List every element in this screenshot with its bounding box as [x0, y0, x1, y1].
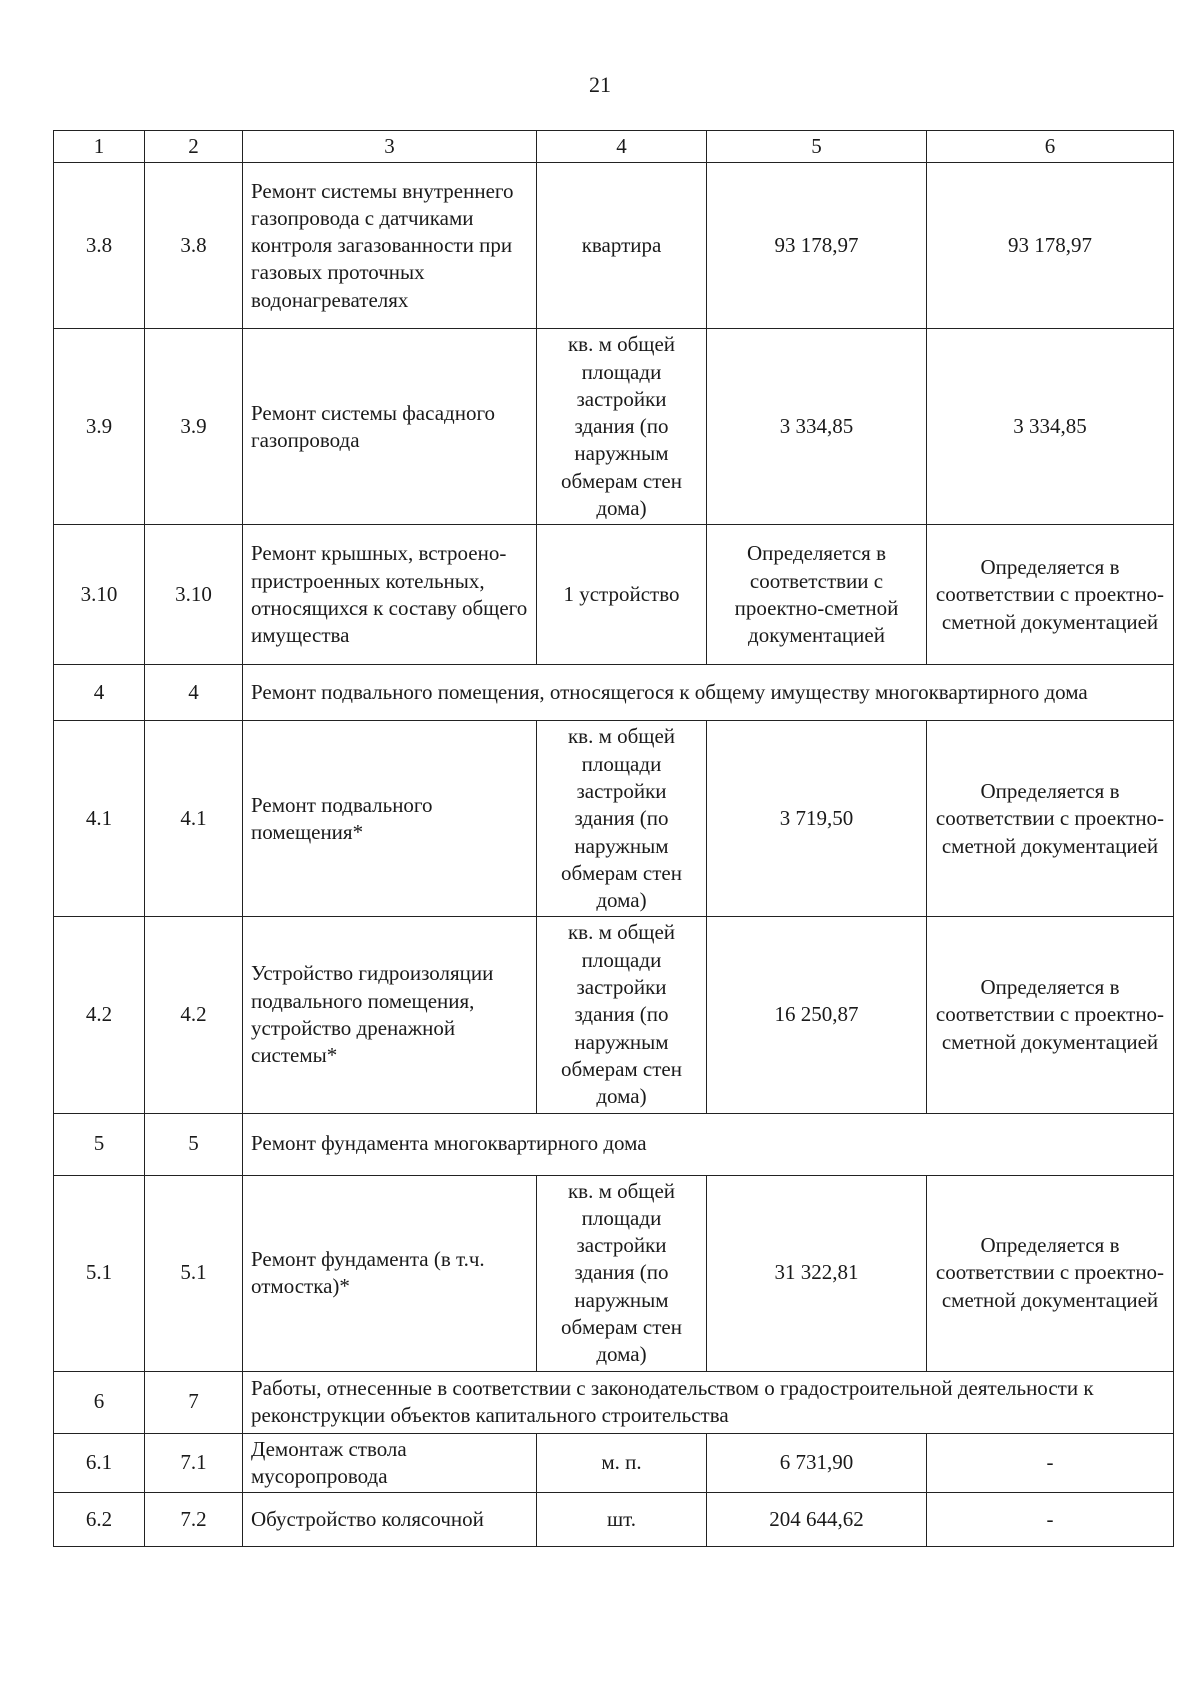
header-cell: 4 — [537, 131, 707, 163]
unit-cell: кв. м общей площади застройки здания (по наружным обмерам стен дома) — [537, 1175, 707, 1371]
row-code-cell: 5.1 — [145, 1175, 243, 1371]
row-code-cell: 4.2 — [145, 917, 243, 1113]
header-cell: 1 — [54, 131, 145, 163]
row-number-cell: 6 — [54, 1371, 145, 1433]
max-cost-cell: 3 334,85 — [927, 329, 1174, 525]
unit-cell: м. п. — [537, 1433, 707, 1493]
row-number-cell: 5.1 — [54, 1175, 145, 1371]
cost-cell: 3 334,85 — [707, 329, 927, 525]
works-cost-table — [53, 130, 1174, 1547]
unit-cell: 1 устройство — [537, 525, 707, 665]
row-code-cell: 3.8 — [145, 163, 243, 329]
work-name-cell: Ремонт системы фасадного газопровода — [243, 329, 537, 525]
row-code-cell: 7 — [145, 1371, 243, 1433]
max-cost-cell: 93 178,97 — [927, 163, 1174, 329]
table-row — [54, 1433, 1174, 1493]
max-cost-cell: Определяется в соответствии с проектно-сметной документацией — [927, 1175, 1174, 1371]
work-name-cell: Устройство гидроизоляции подвального помещения, устройство дренажной системы* — [243, 917, 537, 1113]
table-row — [54, 329, 1174, 525]
unit-cell: шт. — [537, 1493, 707, 1547]
cost-cell: 3 719,50 — [707, 721, 927, 917]
section-row — [54, 1371, 1174, 1433]
row-code-cell: 3.9 — [145, 329, 243, 525]
table-row — [54, 917, 1174, 1113]
unit-cell: кв. м общей площади застройки здания (по наружным обмерам стен дома) — [537, 721, 707, 917]
cost-cell: 204 644,62 — [707, 1493, 927, 1547]
max-cost-cell: - — [927, 1493, 1174, 1547]
row-number-cell: 4.2 — [54, 917, 145, 1113]
header-cell: 3 — [243, 131, 537, 163]
table-row — [54, 525, 1174, 665]
max-cost-cell: Определяется в соответствии с проектно-сметной документацией — [927, 525, 1174, 665]
row-number-cell: 4 — [54, 665, 145, 721]
header-cell: 2 — [145, 131, 243, 163]
max-cost-cell: Определяется в соответствии с проектно-сметной документацией — [927, 721, 1174, 917]
table-header-row — [54, 131, 1174, 163]
work-name-cell: Ремонт системы внутреннего газопровода с датчиками контроля загазованности при газовых проточных водонагревателях — [243, 163, 537, 329]
row-number-cell: 6.2 — [54, 1493, 145, 1547]
table-row — [54, 1175, 1174, 1371]
row-code-cell: 3.10 — [145, 525, 243, 665]
header-cell: 6 — [927, 131, 1174, 163]
unit-cell: кв. м общей площади застройки здания (по наружным обмерам стен дома) — [537, 917, 707, 1113]
work-name-cell: Ремонт подвального помещения* — [243, 721, 537, 917]
row-number-cell: 6.1 — [54, 1433, 145, 1493]
cost-cell: 31 322,81 — [707, 1175, 927, 1371]
cost-cell: 93 178,97 — [707, 163, 927, 329]
max-cost-cell: - — [927, 1433, 1174, 1493]
work-name-cell: Обустройство колясочной — [243, 1493, 537, 1547]
unit-cell: кв. м общей площади застройки здания (по наружным обмерам стен дома) — [537, 329, 707, 525]
work-name-cell: Ремонт крышных, встроено-пристроенных котельных, относящихся к составу общего имущества — [243, 525, 537, 665]
table-row — [54, 1493, 1174, 1547]
row-code-cell: 4 — [145, 665, 243, 721]
row-number-cell: 3.9 — [54, 329, 145, 525]
table-row — [54, 163, 1174, 329]
cost-cell: Определяется в соответствии с проектно-сметной документацией — [707, 525, 927, 665]
row-number-cell: 3.8 — [54, 163, 145, 329]
row-code-cell: 4.1 — [145, 721, 243, 917]
unit-cell: квартира — [537, 163, 707, 329]
row-number-cell: 3.10 — [54, 525, 145, 665]
section-title-cell: Ремонт подвального помещения, относящегося к общему имуществу многоквартирного дома — [243, 665, 1174, 721]
row-code-cell: 7.2 — [145, 1493, 243, 1547]
table-row — [54, 721, 1174, 917]
cost-cell: 16 250,87 — [707, 917, 927, 1113]
work-name-cell: Демонтаж ствола мусоропровода — [243, 1433, 537, 1493]
work-name-cell: Ремонт фундамента (в т.ч. отмостка)* — [243, 1175, 537, 1371]
section-row — [54, 1113, 1174, 1175]
max-cost-cell: Определяется в соответствии с проектно-сметной документацией — [927, 917, 1174, 1113]
page-number: 21 — [589, 72, 611, 97]
cost-cell: 6 731,90 — [707, 1433, 927, 1493]
section-title-cell: Ремонт фундамента многоквартирного дома — [243, 1113, 1174, 1175]
section-title-cell: Работы, отнесенные в соответствии с законодательством о градостроительной деятельности к реконструкции объектов капитального строительства — [243, 1371, 1174, 1433]
row-number-cell: 4.1 — [54, 721, 145, 917]
header-cell: 5 — [707, 131, 927, 163]
row-code-cell: 7.1 — [145, 1433, 243, 1493]
section-row — [54, 665, 1174, 721]
row-number-cell: 5 — [54, 1113, 145, 1175]
row-code-cell: 5 — [145, 1113, 243, 1175]
